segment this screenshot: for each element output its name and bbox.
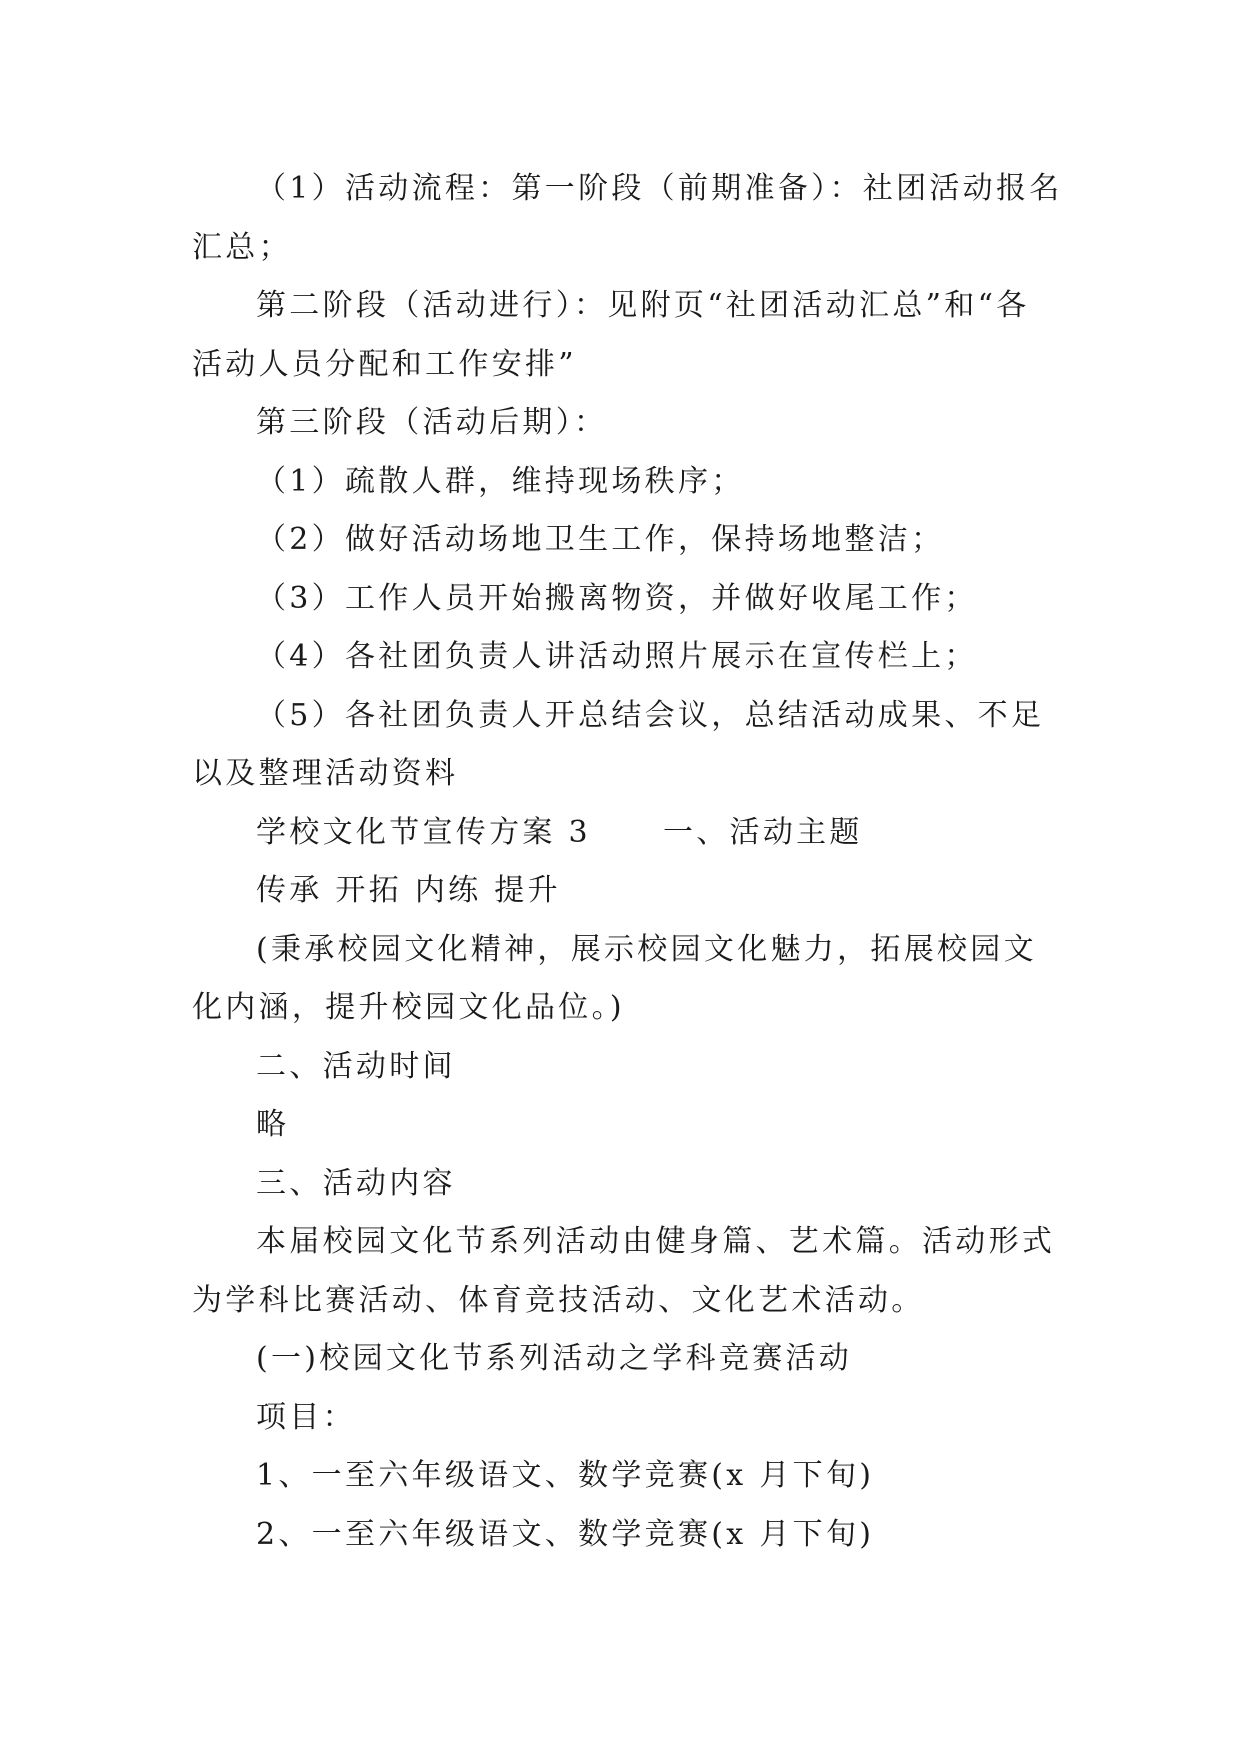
paragraph-line: 项目： <box>256 1399 356 1435</box>
paragraph-line: 本届校园文化节系列活动由健身篇、艺术篇。活动形式 <box>256 1224 1056 1259</box>
list-item: （4）各社团负责人讲活动照片展示在宣传栏上； <box>256 639 978 674</box>
paragraph-line: (秉承校园文化精神，展示校园文化魅力，拓展校园文 <box>256 931 1037 967</box>
paragraph-line: 略 <box>256 1107 290 1142</box>
paragraph-line: 汇总； <box>192 229 292 265</box>
list-item: （3）工作人员开始搬离物资，并做好收尾工作； <box>256 580 978 616</box>
paragraph-line: 活动人员分配和工作安排” <box>192 346 577 382</box>
paragraph-line: 为学科比赛活动、体育竞技活动、文化艺术活动。 <box>192 1282 925 1318</box>
subsection-heading: (一)校园文化节系列活动之学科竞赛活动 <box>256 1341 853 1376</box>
list-item: （1）疏散人群，维持现场秩序； <box>256 463 745 499</box>
list-item: 1、一至六年级语文、数学竞赛(x 月下旬) <box>256 1458 875 1493</box>
paragraph-line: （1）活动流程：第一阶段（前期准备）：社团活动报名 <box>256 171 1063 206</box>
list-item: （5）各社团负责人开总结会议，总结活动成果、不足 <box>256 697 1045 733</box>
section-title-line <box>192 804 1052 863</box>
paragraph-line: 第二阶段（活动进行）：见附页“社团活动汇总”和“各 <box>256 288 1030 323</box>
list-item: 2、一至六年级语文、数学竞赛(x 月下旬) <box>256 1516 875 1552</box>
paragraph-line: 第三阶段（活动后期）： <box>256 405 608 440</box>
section-heading: 二、活动时间 <box>256 1048 456 1084</box>
paragraph-line: 化内涵，提升校园文化品位。) <box>192 990 625 1025</box>
section-heading: 一、活动主题 <box>662 814 863 850</box>
theme-text: 传承 开拓 内练 提升 <box>256 873 561 908</box>
section-heading: 三、活动内容 <box>256 1165 456 1201</box>
document-title: 学校文化节宣传方案 3 <box>256 814 591 850</box>
document-body <box>192 160 1063 1564</box>
list-item: （2）做好活动场地卫生工作，保持场地整洁； <box>256 522 945 557</box>
paragraph-line: 以及整理活动资料 <box>192 756 459 791</box>
